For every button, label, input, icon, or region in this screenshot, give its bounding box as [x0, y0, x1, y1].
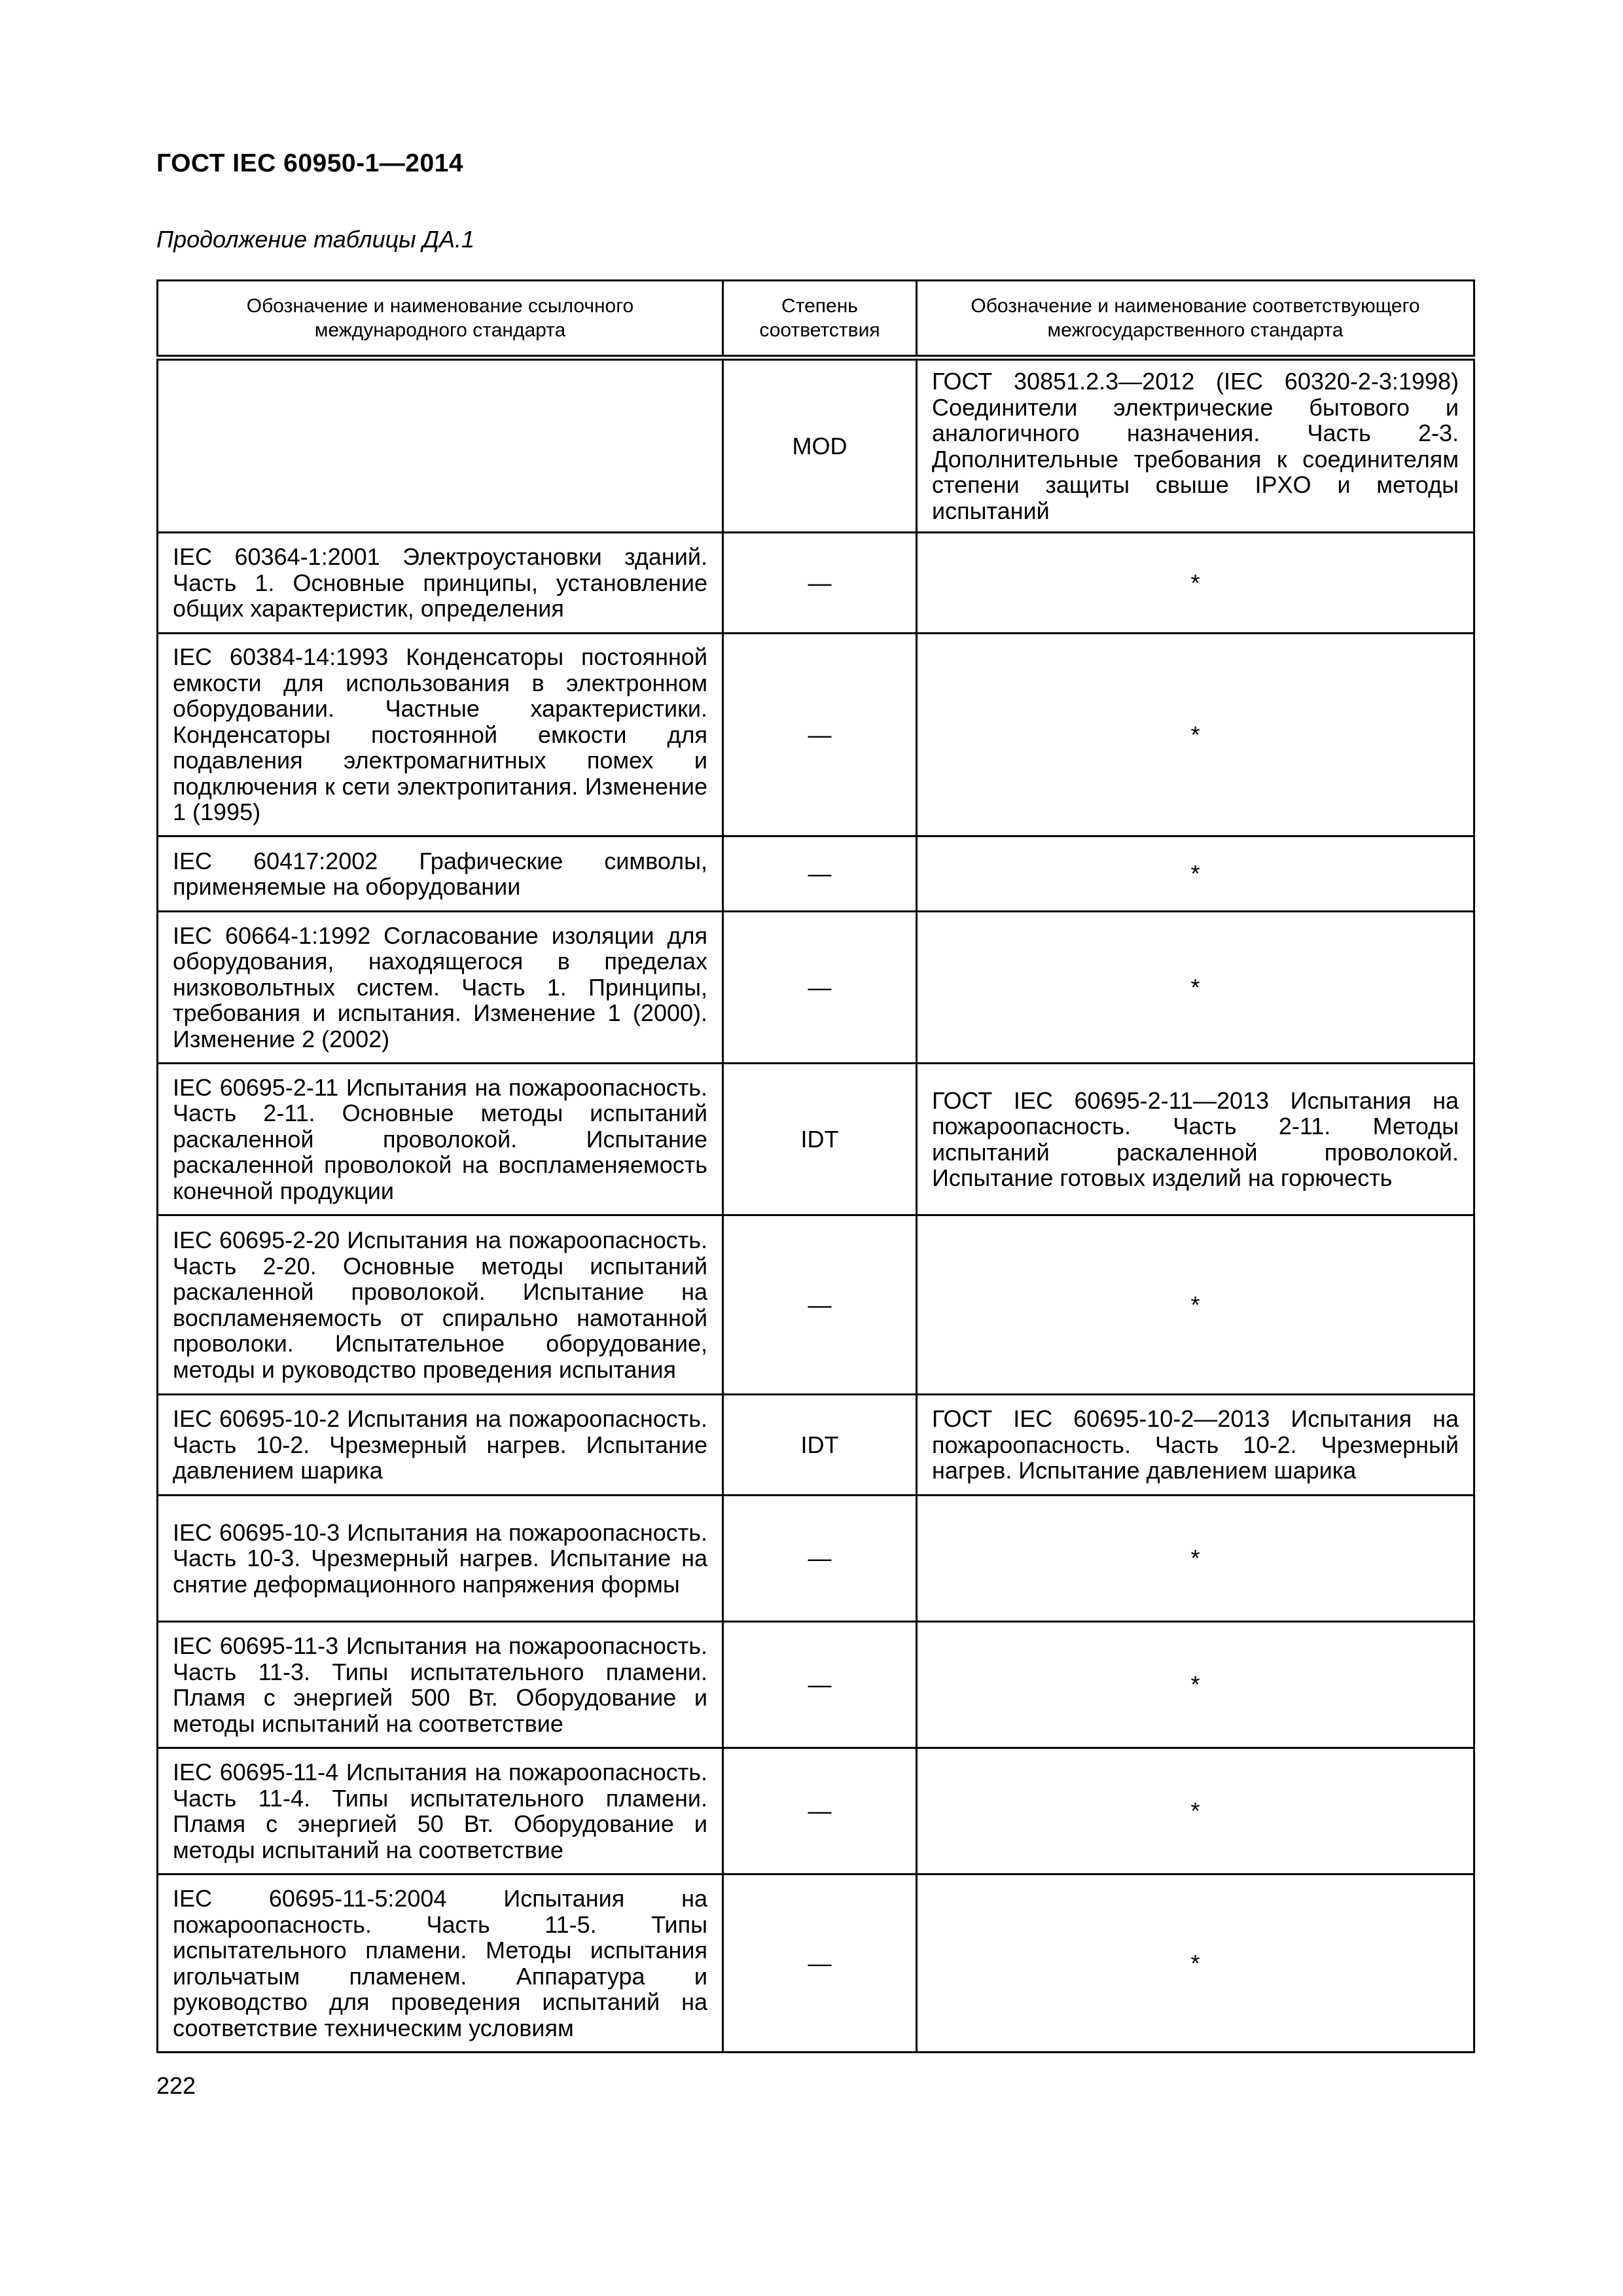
conformity-degree-cell: — [723, 533, 917, 634]
reference-standard-cell: IEC 60695-2-11 Испытания на пожароопасность. Часть 2-11. Основные методы испытаний раскаленной проволокой. Испытание раскаленной проволокой на воспламеняемость конечной продукции [158, 1064, 723, 1215]
table-row [158, 1395, 1474, 1496]
conformity-degree-cell: — [723, 1748, 917, 1874]
equivalent-standard-cell: * [917, 1874, 1474, 2053]
conformity-degree-cell: MOD [723, 358, 917, 533]
table-row [158, 358, 1474, 533]
table-row [158, 1748, 1474, 1874]
reference-standard-cell: IEC 60695-11-5:2004 Испытания на пожароопасность. Часть 11-5. Типы испытательного пламени. Методы испытания игольчатым пламенем. Аппаратура и руководство для проведения испытаний на соответствие техническим условиям [158, 1874, 723, 2053]
reference-standard-cell: IEC 60364-1:2001 Электроустановки зданий. Часть 1. Основные принципы, установление общих характеристик, определения [158, 533, 723, 634]
table-row [158, 634, 1474, 836]
equivalent-standard-cell: * [917, 634, 1474, 836]
reference-standard-cell: IEC 60695-10-2 Испытания на пожароопасность. Часть 10-2. Чрезмерный нагрев. Испытание давлением шарика [158, 1395, 723, 1496]
column-header-reference: Обозначение и наименование ссылочного международного стандарта [158, 281, 723, 358]
equivalent-standard-cell: * [917, 836, 1474, 912]
equivalent-standard-cell: * [917, 1622, 1474, 1748]
conformity-degree-cell: — [723, 912, 917, 1064]
equivalent-standard-cell: ГОСТ 30851.2.3—2012 (IEC 60320-2-3:1998) Соединители электрические бытового и аналогичного назначения. Часть 2-3. Дополнительные требования к соединителям степени защиты свыше IPXO и методы испытаний [917, 358, 1474, 533]
document-designation: ГОСТ IEC 60950-1—2014 [156, 149, 464, 177]
conformity-degree-cell: — [723, 1874, 917, 2053]
reference-standard-cell: IEC 60695-2-20 Испытания на пожароопасность. Часть 2-20. Основные методы испытаний раскаленной проволокой. Испытание на воспламеняемость от спирально намотанной проволоки. Испытательное оборудование, методы и руководство проведения испытания [158, 1215, 723, 1395]
conformity-degree-cell: — [723, 1215, 917, 1395]
equivalent-standard-cell: * [917, 1748, 1474, 1874]
table-row [158, 1064, 1474, 1215]
equivalent-standard-cell: * [917, 1215, 1474, 1395]
reference-standard-cell [158, 358, 723, 533]
table-row [158, 1874, 1474, 2053]
equivalent-standard-cell: * [917, 1496, 1474, 1622]
reference-standard-cell: IEC 60417:2002 Графические символы, применяемые на оборудовании [158, 836, 723, 912]
table-row [158, 1496, 1474, 1622]
table-caption: Продолжение таблицы ДА.1 [156, 226, 475, 253]
equivalent-standard-cell: ГОСТ IEC 60695-2-11—2013 Испытания на пожароопасность. Часть 2-11. Методы испытаний раскаленной проволокой. Испытание готовых изделий на горючесть [917, 1064, 1474, 1215]
table-row [158, 533, 1474, 634]
reference-standard-cell: IEC 60695-11-3 Испытания на пожароопасность. Часть 11-3. Типы испытательного пламени. Пламя с энергией 500 Вт. Оборудование и методы испытаний на соответствие [158, 1622, 723, 1748]
reference-standard-cell: IEC 60384-14:1993 Конденсаторы постоянной емкости для использования в электронном оборудовании. Частные характеристики. Конденсаторы постоянной емкости для подавления электромагнитных помех и подключения к сети электропитания. Изменение 1 (1995) [158, 634, 723, 836]
reference-standard-cell: IEC 60664-1:1992 Согласование изоляции для оборудования, находящегося в пределах низковольтных систем. Часть 1. Принципы, требования и испытания. Изменение 1 (2000). Изменение 2 (2002) [158, 912, 723, 1064]
conformity-degree-cell: IDT [723, 1395, 917, 1496]
column-header-degree: Степень соответствия [723, 281, 917, 358]
table-row [158, 836, 1474, 912]
column-header-equivalent: Обозначение и наименование соответствующего межгосударственного стандарта [917, 281, 1474, 358]
table-body [158, 358, 1474, 2053]
conformity-degree-cell: — [723, 1496, 917, 1622]
reference-standard-cell: IEC 60695-10-3 Испытания на пожароопасность. Часть 10-3. Чрезмерный нагрев. Испытание на снятие деформационного напряжения формы [158, 1496, 723, 1622]
table-row [158, 1622, 1474, 1748]
conformity-degree-cell: — [723, 836, 917, 912]
equivalent-standard-cell: ГОСТ IEC 60695-10-2—2013 Испытания на пожароопасность. Часть 10-2. Чрезмерный нагрев. Испытание давлением шарика [917, 1395, 1474, 1496]
reference-standard-cell: IEC 60695-11-4 Испытания на пожароопасность. Часть 11-4. Типы испытательного пламени. Пламя с энергией 50 Вт. Оборудование и методы испытаний на соответствие [158, 1748, 723, 1874]
conformity-degree-cell: IDT [723, 1064, 917, 1215]
reference-standards-table [156, 279, 1475, 2053]
page-number: 222 [156, 2072, 196, 2099]
equivalent-standard-cell: * [917, 533, 1474, 634]
table-row [158, 1215, 1474, 1395]
table-row [158, 912, 1474, 1064]
equivalent-standard-cell: * [917, 912, 1474, 1064]
conformity-degree-cell: — [723, 634, 917, 836]
conformity-degree-cell: — [723, 1622, 917, 1748]
table-header-row [158, 281, 1474, 358]
